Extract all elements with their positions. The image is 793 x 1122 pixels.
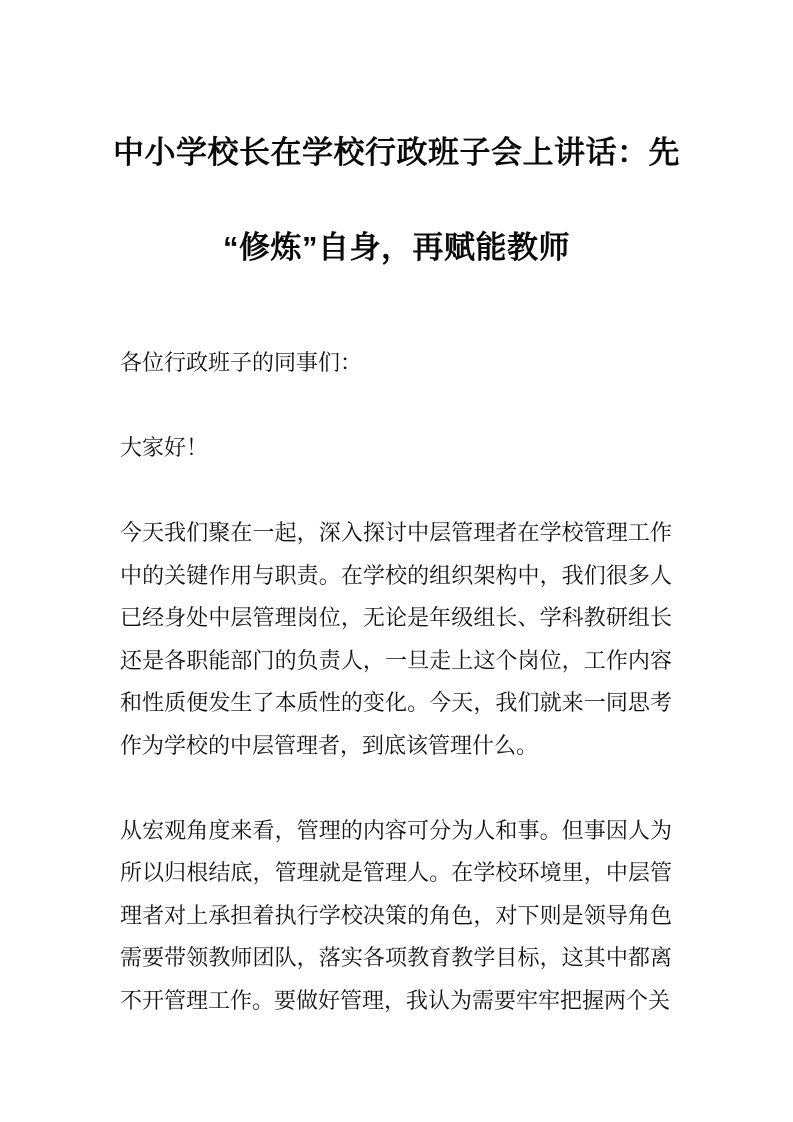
document-title-line-2: “修炼”自身，再赋能教师 bbox=[223, 230, 570, 265]
paragraph-body-1: 今天我们聚在一起，深入探讨中层管理者在学校管理工作中的关键作用与职责。在学校的组织架构中，我们很多人已经身处中层管理岗位，无论是年级组长、学科教研组长还是各职能部门的负责人，一旦走上这个岗位，工作内容和性质便发生了本质性的变化。今天，我们就来一同思考作为学校的中层管理者，到底该管理什么。 bbox=[120, 520, 672, 758]
document-title bbox=[100, 0, 693, 295]
document-title-line-1: 中小学校长在学校行政班子会上讲话：先 bbox=[113, 135, 680, 170]
document-body bbox=[120, 342, 672, 1022]
paragraph-body-2: 从宏观角度来看，管理的内容可分为人和事。但事因人为所以归根结底，管理就是管理人。在学校环境里，中层管理者对上承担着执行学校决策的角色，对下则是领导角色需要带领教师团队，落实各项教育教学目标，这其中都离不开管理工作。要做好管理，我认为需要牢牢把握两个关 bbox=[120, 817, 672, 1013]
paragraph-greeting: 大家好！ bbox=[120, 435, 209, 460]
paragraph-salutation: 各位行政班子的同事们： bbox=[120, 350, 363, 375]
